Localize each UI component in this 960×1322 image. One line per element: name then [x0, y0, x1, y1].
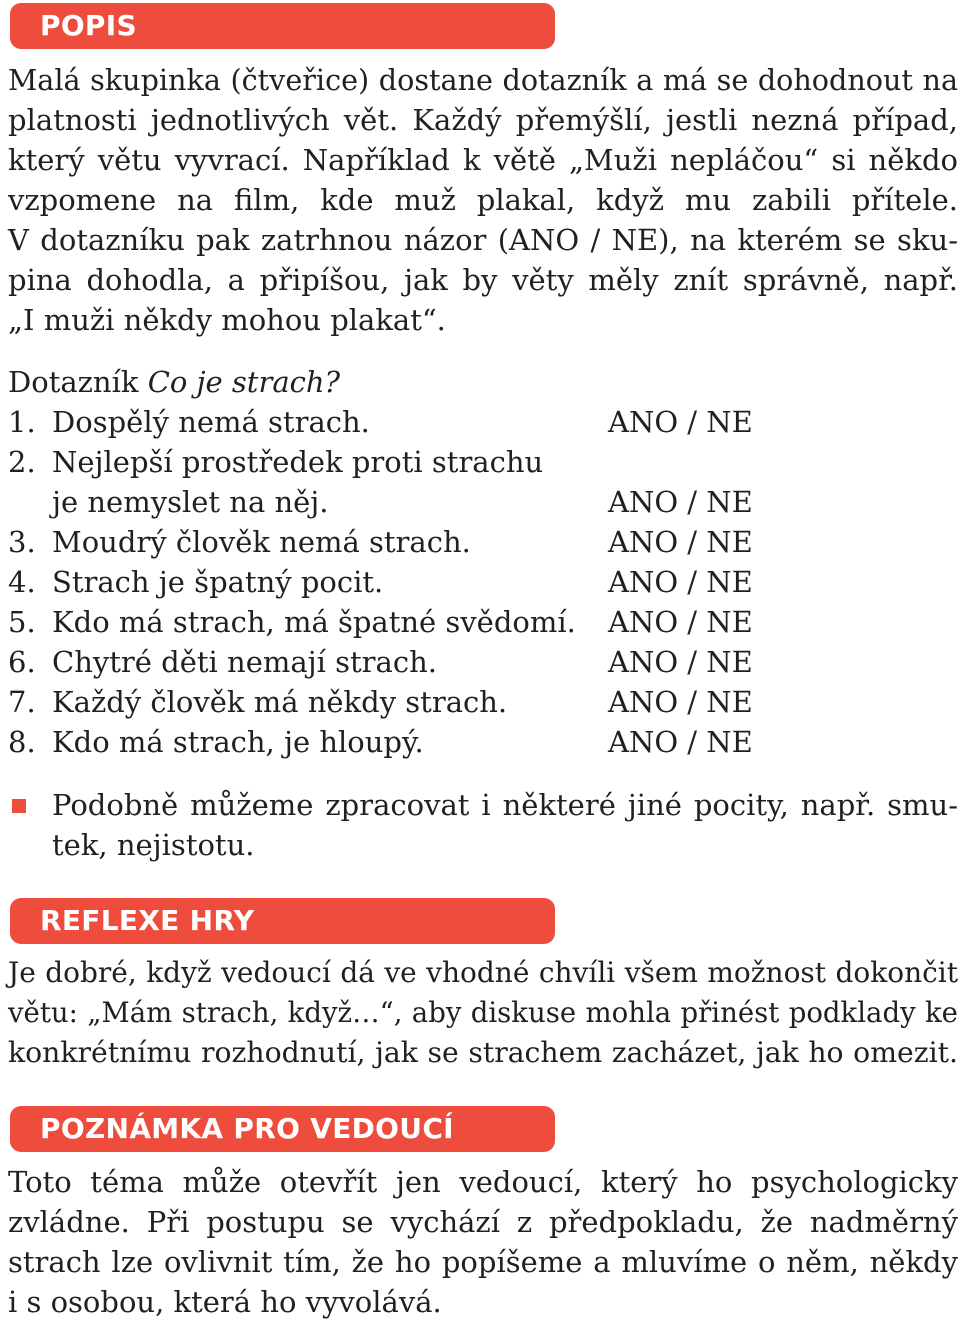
section-title-popis: POPIS: [40, 9, 137, 42]
item-text: je nemyslet na něj.: [52, 485, 329, 519]
item-answer: ANO / NE: [608, 605, 753, 639]
poznamka-paragraph: [8, 1162, 958, 1322]
poznamka-line: Toto téma může otevřít jen vedoucí, který ho psychologicky: [8, 1165, 958, 1199]
questionnaire-list: [8, 402, 948, 762]
reflexe-paragraph: [8, 953, 958, 1073]
item-answer: ANO / NE: [608, 485, 753, 519]
item-text: Kdo má strach, má špatné svědomí.: [52, 605, 576, 639]
section-header-reflexe: [10, 898, 555, 944]
item-number: 6.: [8, 645, 36, 679]
item-text: Moudrý člověk nemá strach.: [52, 525, 471, 559]
item-answer: ANO / NE: [608, 405, 753, 439]
questionnaire-item-4: [8, 562, 948, 602]
poznamka-line: i s osobou, která ho vyvolává.: [8, 1285, 442, 1319]
item-number: 7.: [8, 685, 36, 719]
questionnaire-item-3: [8, 522, 948, 562]
popis-line: V dotazníku pak zatrhnou názor (ANO / NE), na kterém se sku-: [8, 223, 958, 257]
item-answer: ANO / NE: [608, 525, 753, 559]
popis-line: pina dohodla, a připíšou, jak by věty měly znít správně, např.: [8, 263, 958, 297]
bullet-note-line: tek, nejistotu.: [52, 828, 255, 862]
bullet-note-line: Podobně můžeme zpracovat i některé jiné pocity, např. smu-: [52, 788, 958, 822]
reflexe-line: Je dobré, když vedoucí dá ve vhodné chvíli všem možnost dokončit: [8, 956, 958, 989]
questionnaire-item-8: [8, 722, 948, 762]
questionnaire-title-prefix: Dotazník: [8, 365, 148, 399]
questionnaire-item-6: [8, 642, 948, 682]
item-number: 5.: [8, 605, 36, 639]
item-text: Chytré děti nemají strach.: [52, 645, 437, 679]
item-answer: ANO / NE: [608, 645, 753, 679]
questionnaire-item-1: [8, 402, 948, 442]
questionnaire-title-italic: Co je strach?: [147, 365, 341, 399]
item-text: Kdo má strach, je hloupý.: [52, 725, 424, 759]
popis-line: Malá skupinka (čtveřice) dostane dotazník a má se dohodnout na: [8, 63, 958, 97]
item-text: Strach je špatný pocit.: [52, 565, 384, 599]
section-title-reflexe: REFLEXE HRY: [40, 904, 255, 937]
popis-line: který větu vyvrací. Například k větě „Muži nepláčou“ si někdo: [8, 143, 958, 177]
popis-line: „I muži někdy mohou plakat“.: [8, 303, 446, 337]
reflexe-line: větu: „Mám strach, když…“, aby diskuse mohla přinést podklady ke: [8, 997, 958, 1029]
square-bullet-icon: [12, 799, 26, 813]
popis-paragraph: [8, 60, 958, 340]
item-number: 3.: [8, 525, 36, 559]
questionnaire-item-2-continued: [8, 482, 948, 522]
item-number: 2.: [8, 445, 36, 479]
reflexe-line: konkrétnímu rozhodnutí, jak se strachem zacházet, jak ho omezit.: [8, 1036, 958, 1069]
section-header-popis: [10, 3, 555, 49]
section-title-poznamka: POZNÁMKA PRO VEDOUCÍ: [40, 1112, 454, 1145]
item-number: 4.: [8, 565, 36, 599]
poznamka-line: zvládne. Při postupu se vychází z předpokladu, že nadměrný: [8, 1205, 958, 1239]
item-text: Nejlepší prostředek proti strachu: [52, 445, 544, 479]
item-answer: ANO / NE: [608, 685, 753, 719]
popis-line: platnosti jednotlivých vět. Každý přemýšlí, jestli nezná případ,: [8, 103, 958, 137]
item-number: 1.: [8, 405, 36, 439]
item-answer: ANO / NE: [608, 725, 753, 759]
questionnaire-item-2: [8, 442, 948, 482]
poznamka-line: strach lze ovlivnit tím, že ho popíšeme a mluvíme o něm, někdy: [8, 1245, 958, 1279]
popis-line: vzpomene na film, kde muž plakal, když mu zabili přítele.: [8, 183, 958, 217]
item-text: Každý člověk má někdy strach.: [52, 685, 508, 719]
item-number: 8.: [8, 725, 36, 759]
item-answer: ANO / NE: [608, 565, 753, 599]
bullet-note-text: [52, 785, 958, 865]
item-text: Dospělý nemá strach.: [52, 405, 370, 439]
questionnaire-title: [8, 362, 340, 402]
questionnaire-item-5: [8, 602, 948, 642]
section-header-poznamka: [10, 1106, 555, 1152]
questionnaire-item-7: [8, 682, 948, 722]
